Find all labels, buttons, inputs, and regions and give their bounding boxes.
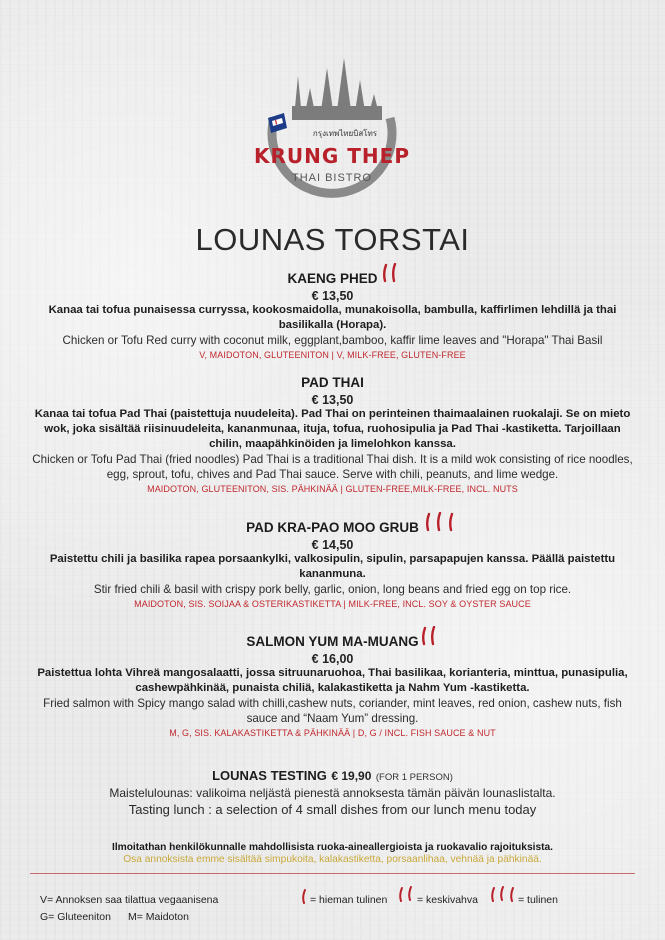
- legend-hot: = tulinen: [518, 894, 558, 906]
- tasting-title: LOUNAS TESTING: [212, 768, 327, 783]
- dish-price: € 16,00: [311, 652, 354, 666]
- dish-dietary-info: MAIDOTON, GLUTEENITON, SIS. PÄHKINÄÄ | GLUTEN-FREE,MILK-FREE, INCL. NUTS: [147, 484, 518, 494]
- book-icon: [268, 113, 287, 133]
- allergy-notice-bold: Ilmoitathan henkilökunnalle mahdollisista ruoka-aineallergioista ja ruokavalio rajoituksista.: [111, 842, 554, 853]
- legend-mild: = hieman tulinen: [310, 894, 388, 906]
- chili-mild-icon: [300, 888, 310, 906]
- dish-name: KAENG PHED: [287, 271, 377, 286]
- dish-kaeng-phed: [30, 270, 635, 362]
- dish-name: SALMON YUM MA-MUANG: [246, 634, 418, 649]
- logo-brand-name: KRUNG THEP: [254, 144, 410, 168]
- chili-medium-icon: [398, 886, 416, 904]
- logo-subtitle: THAI BISTRO: [291, 172, 373, 184]
- allergy-notice-gold: Osa annoksista emme sisältää simpukoita, kalakastiketta, porsaanlihaa, vehnää ja pähkinää.: [123, 854, 542, 865]
- legend-vegan: V= Annoksen saa tilattua vegaanisena: [40, 894, 219, 906]
- dish-price: € 13,50: [311, 393, 354, 407]
- dish-description-en: Chicken or Tofu Pad Thai (fried noodles) Pad Thai is a traditional Thai dish. It is a mild wok consisting of rice noodles, egg, sprout, tofu, chives and Pad Thai sauce. Serve with chili, peanuts, and lime wedge.: [32, 453, 633, 481]
- legend-medium: = keskivahva: [417, 894, 478, 906]
- page-title: LOUNAS TORSTAI: [195, 222, 470, 257]
- dish-pad-thai: [30, 374, 635, 496]
- restaurant-logo: [232, 58, 432, 218]
- dish-description-en: Stir fried chili & basil with crispy pork belly, garlic, onion, long beans and fried egg on top rice.: [93, 583, 572, 596]
- logo-thai-script: กรุงเทพไทยบิสโทร: [312, 129, 378, 138]
- dish-name: PAD KRA-PAO MOO GRUB: [246, 520, 419, 535]
- divider: [30, 873, 635, 874]
- legend-milk-free: M= Maidoton: [128, 911, 189, 923]
- chili-hot-icon: [490, 886, 518, 904]
- tasting-description-en: Tasting lunch : a selection of 4 small dishes from our lunch menu today: [128, 802, 537, 817]
- dish-price: € 14,50: [311, 538, 354, 552]
- dish-dietary-info: M, G, SIS. KALAKASTIKETTA & PÄHKINÄÄ | D, G / INCL. FISH SAUCE & NUT: [169, 728, 496, 738]
- dish-description-fi: Kanaa tai tofua Pad Thai (paistettuja nuudeleita). Pad Thai on perinteinen thaimaalainen ruokalaji. Se on mieto wok, joka sisältää riisinuudeleita, kananmunaa, ituja, tofua, ruohosipulia ja Pad Thai -kastiketta. Tarjoillaan chilin, maapähkinöiden ja limelohkon kanssa.: [34, 408, 631, 450]
- dish-salmon-yum-ma-muang: [30, 633, 635, 740]
- dish-description-fi: Paistettu chili ja basilika rapea porsaankylki, valkosipulin, sipulin, parsapapujen kanssa. Päällä paistettu kananmuna.: [49, 553, 616, 580]
- chili-icon: [382, 263, 400, 285]
- tasting-price: € 19,90: [331, 769, 372, 783]
- allergy-notice: [30, 842, 635, 867]
- legend-gluten-free: G= Gluteeniton: [40, 911, 111, 923]
- chili-icon: [425, 512, 457, 534]
- chili-icon: [421, 626, 439, 648]
- dish-pad-kra-pao-moo-grub: [30, 519, 635, 611]
- dish-description-en: Fried salmon with Spicy mango salad with chilli,cashew nuts, coriander, mint leaves, red onion, cashew nuts, fish sauce and “Naam Yum” dressing.: [43, 697, 622, 725]
- dish-description-fi: Kanaa tai tofua punaisessa curryssa, kookosmaidolla, munakoisolla, bambulla, kaffirlimen lehdillä ja thai basilikalla (Horapa).: [48, 304, 617, 331]
- tasting-note: (FOR 1 PERSON): [375, 772, 453, 783]
- tasting-description-fi: Maistelulounas: valikoima neljästä pienestä annoksesta tämän päivän lounaslistalta.: [109, 786, 556, 800]
- tasting-lunch-section: [30, 767, 635, 818]
- dish-dietary-info: MAIDOTON, SIS. SOIJAA & OSTERIKASTIKETTA | MILK-FREE, INCL. SOY & OYSTER SAUCE: [134, 599, 531, 609]
- dish-price: € 13,50: [311, 289, 354, 303]
- dish-dietary-info: V, MAIDOTON, GLUTEENITON | V, MILK-FREE, GLUTEN-FREE: [199, 350, 466, 360]
- dish-name: PAD THAI: [301, 375, 364, 390]
- dish-description-fi: Paistettua lohta Vihreä mangosalaatti, jossa sitruunaruohoa, Thai basilikaa, korianteria, minttua, punasipulia, cashewpähkinää, punaista chiliä, kalakastiketta ja Nahm Yum -kastiketta.: [37, 667, 628, 694]
- dish-description-en: Chicken or Tofu Red curry with coconut milk, eggplant,bamboo, kaffir lime leaves and "Horapa" Thai Basil: [62, 334, 603, 347]
